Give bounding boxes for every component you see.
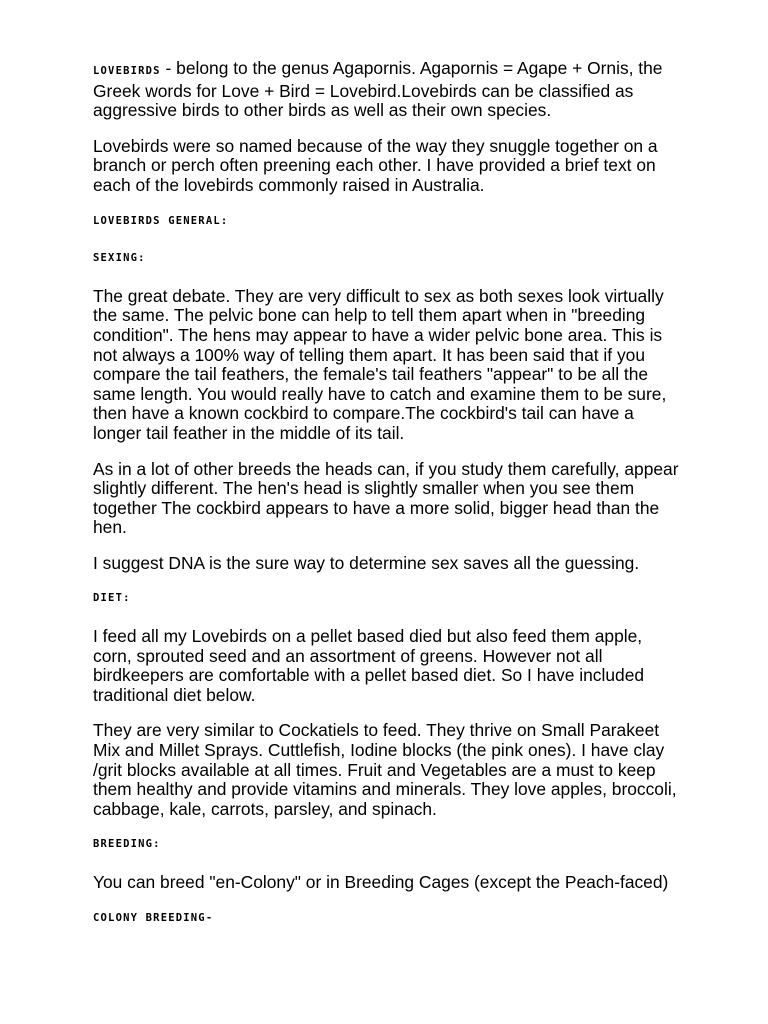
intro-heading: LOVEBIRDS	[93, 65, 161, 77]
heading-breeding: BREEDING:	[93, 838, 161, 851]
heading-diet: DIET:	[93, 592, 131, 605]
document-page	[93, 59, 683, 946]
sexing-paragraph-1: The great debate. They are very difficult to sex as both sexes look virtually the same. The pelvic bone can help to tell them apart when in "breeding condition". The hens may appear to have a wider pelvic bone area. This is not always a 100% way of telling them apart. It has been said that if you compare the tail feathers, the female's tail feathers "appear" to be all the same length. You would really have to catch and examine them to be sure, then have a known cockbird to compare.The cockbird's tail can have a longer tail feather in the middle of its tail.	[93, 285, 667, 443]
heading-colony-breeding: COLONY BREEDING-	[93, 911, 214, 924]
heading-lovebirds-general: LOVEBIRDS GENERAL:	[93, 214, 229, 227]
intro-text: - belong to the genus Agapornis. Agapornis = Agape + Ornis, the Greek words for Love + Bird = Lovebird.Lovebirds can be classified as aggressive birds to other birds as well as their own species.	[93, 58, 663, 121]
sexing-paragraph-3: I suggest DNA is the sure way to determine sex saves all the guessing.	[93, 552, 640, 573]
breeding-paragraph-1: You can breed "en-Colony" or in Breeding Cages (except the Peach-faced)	[93, 872, 669, 892]
diet-paragraph-2: They are very similar to Cockatiels to feed. They thrive on Small Parakeet Mix and Millet Sprays. Cuttlefish, Iodine blocks (the pink ones). I have clay /grit blocks available at all times. Fruit and Vegetables are a must to keep them healthy and provide vitamins and minerals. They love apples, broccoli, cabbage, kale, carrots, parsley, and spinach.	[93, 720, 677, 819]
diet-paragraph-1: I feed all my Lovebirds on a pellet based died but also feed them apple, corn, sprouted seed and an assortment of greens. However not all birdkeepers are comfortable with a pellet based diet. So I have included traditional diet below.	[93, 626, 645, 705]
sexing-paragraph-2: As in a lot of other breeds the heads can, if you study them carefully, appear slightly different. The hen's head is slightly smaller when you see them together The cockbird appears to have a more solid, bigger head than the hen.	[93, 458, 679, 538]
paragraph-snuggle: Lovebirds were so named because of the way they snuggle together on a branch or perch often preening each other. I have provided a brief text on each of the lovebirds commonly raised in Australia.	[93, 135, 658, 195]
intro-paragraph	[93, 59, 683, 121]
heading-sexing: SEXING:	[93, 252, 146, 265]
